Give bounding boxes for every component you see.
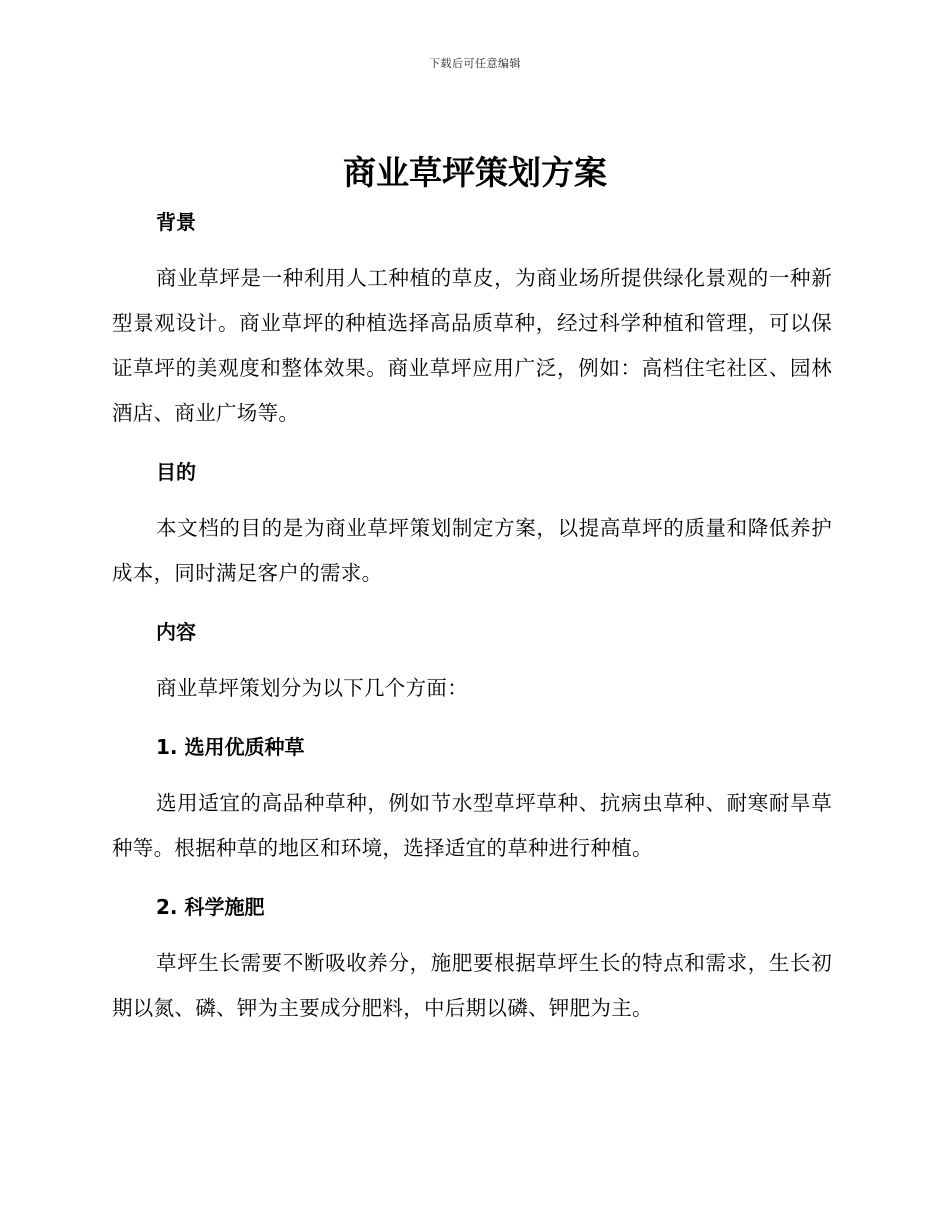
paragraph-purpose: 本文档的目的是为商业草坪策划制定方案，以提高草坪的质量和降低养护成本，同时满足客户的需求。 (112, 516, 832, 585)
section-heading-background: 背景 (156, 210, 196, 234)
paragraph-item-2: 草坪生长需要不断吸收养分，施肥要根据草坪生长的特点和需求，生长初期以氮、磷、钾为主要成分肥料，中后期以磷、钾肥为主。 (112, 951, 832, 1020)
header-note: 下载后可任意编辑 (429, 57, 521, 70)
paragraph-background: 商业草坪是一种利用人工种植的草皮，为商业场所提供绿化景观的一种新型景观设计。商业草坪的种植选择高品质草种，经过科学种植和管理，可以保证草坪的美观度和整体效果。商业草坪应用广泛，例如：高档住宅社区、园林酒店、商业广场等。 (112, 266, 832, 425)
paragraph-item-1: 选用适宜的高品种草种，例如节水型草坪草种、抗病虫草种、耐寒耐旱草种等。根据种草的地区和环境，选择适宜的草种进行种植。 (112, 791, 832, 860)
section-heading-content: 内容 (156, 620, 196, 644)
section-heading-purpose: 目的 (156, 460, 196, 484)
section-heading-item-2: 2. 科学施肥 (156, 895, 265, 919)
document-title: 商业草坪策划方案 (343, 153, 607, 192)
document-body (112, 200, 832, 1031)
section-heading-item-1: 1. 选用优质种草 (156, 735, 305, 759)
paragraph-content-intro: 商业草坪策划分为以下几个方面： (156, 676, 468, 700)
